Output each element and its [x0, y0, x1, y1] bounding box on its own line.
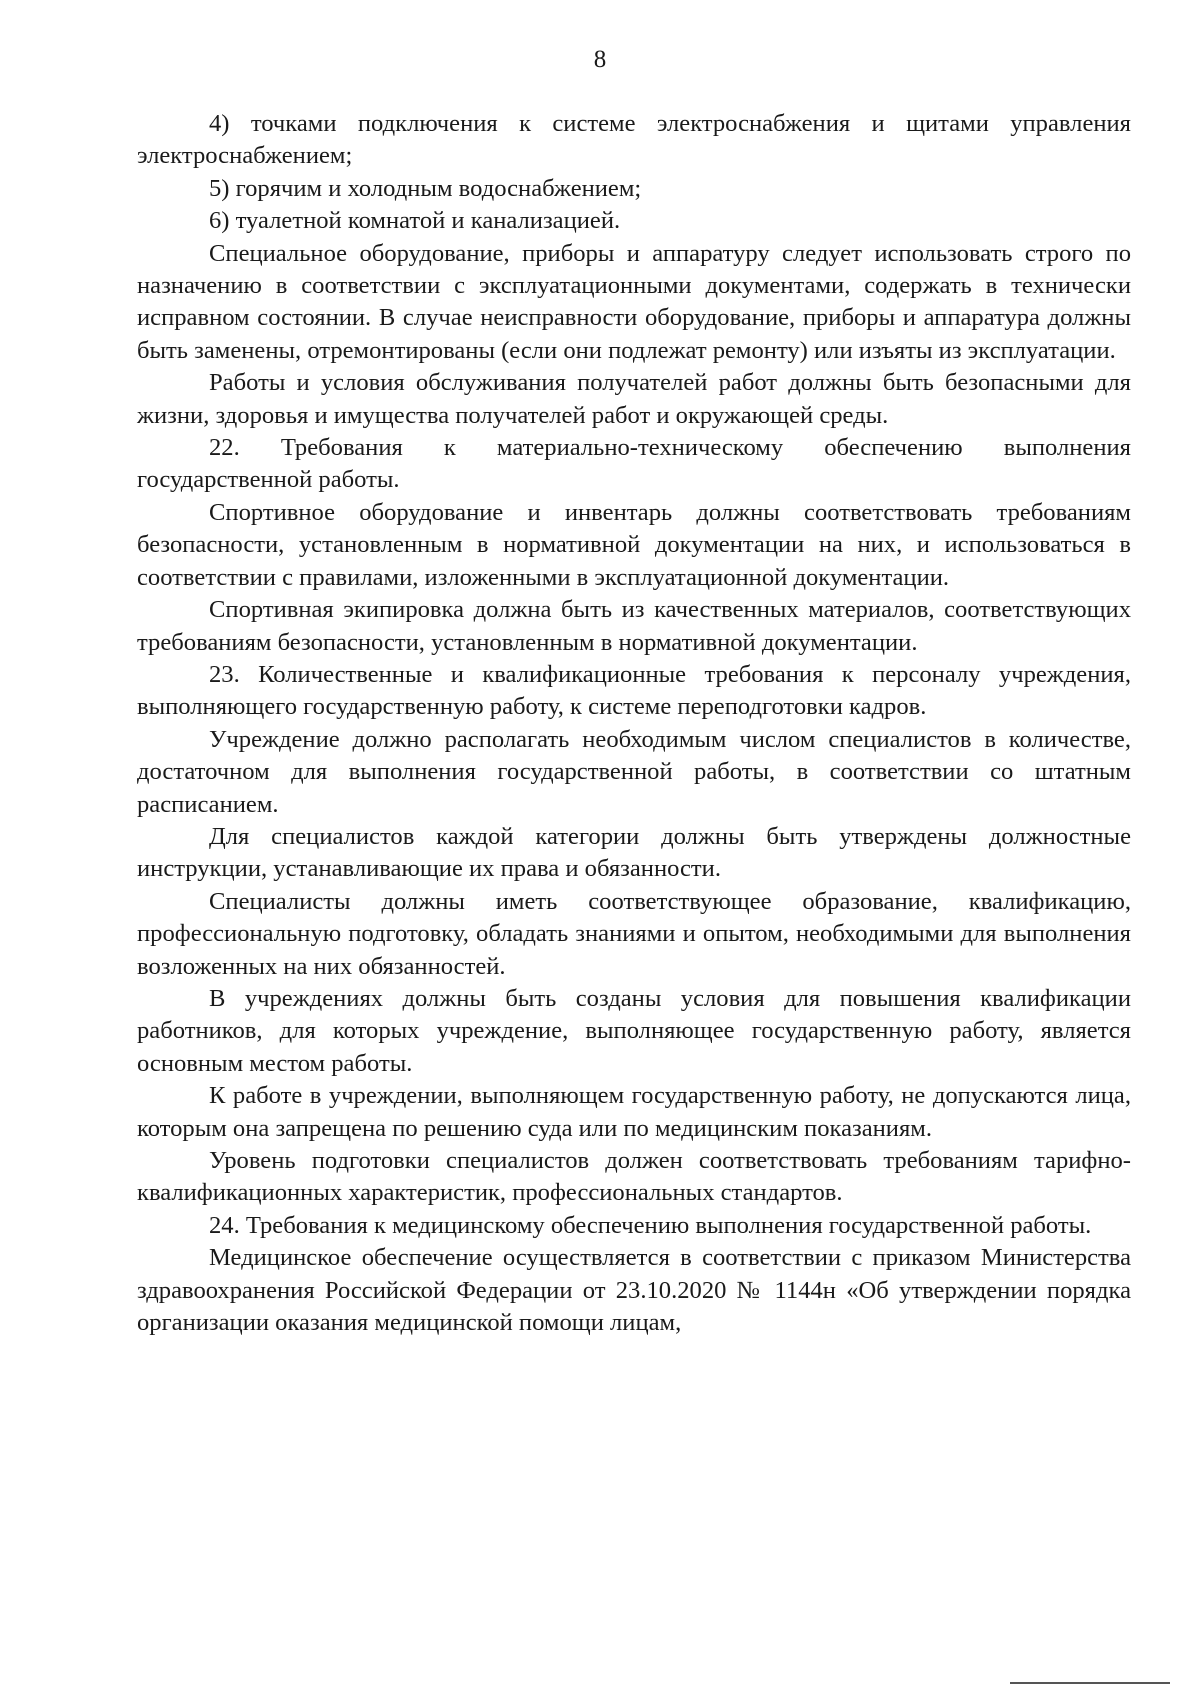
- paragraph-sports-outfit: Спортивная экипировка должна быть из качественных материалов, соответствующих требованиям безопасности, установленным в нормативной документации.: [137, 596, 1131, 656]
- paragraph-sports-equipment: Спортивное оборудование и инвентарь должны соответствовать требованиям безопасности, установленным в нормативной документации на них, и использоваться в соответствии с правилами, изложенными в эксплуатационной документации.: [137, 498, 1131, 591]
- paragraph-water-supply: 5) горячим и холодным водоснабжением;: [209, 174, 642, 202]
- paragraph-qualification-conditions: В учреждениях должны быть созданы условия для повышения квалификации работников, для которых учреждение, выполняющее государственную работу, является основным местом работы.: [137, 984, 1131, 1077]
- section-23-heading: 23. Количественные и квалификационные требования к персоналу учреждения, выполняющего государственную работу, к системе переподготовки кадров.: [137, 660, 1131, 721]
- page-number: 8: [593, 46, 607, 73]
- paragraph-specialist-education: Специалисты должны иметь соответствующее образование, квалификацию, профессиональную подготовку, обладать знаниями и опытом, необходимыми для выполнения возложенных на них обязанностей.: [137, 887, 1131, 980]
- paragraph-service-safety: Работы и условия обслуживания получателей работ должны быть безопасными для жизни, здоровья и имущества получателей работ и окружающей среды.: [137, 369, 1131, 429]
- paragraph-job-instructions: Для специалистов каждой категории должны быть утверждены должностные инструкции, устанавливающие их права и обязанности.: [137, 822, 1131, 883]
- paragraph-power-supply: 4) точками подключения к системе электроснабжения и щитами управления электроснабжением;: [137, 110, 1131, 170]
- section-22-heading: 22. Требования к материально-техническому обеспечению выполнения государственной работы.: [137, 434, 1131, 494]
- paragraph-special-equipment: Специальное оборудование, приборы и аппаратуру следует использовать строго по назначению в соответствии с эксплуатационными документами, содержать в технически исправном состоянии. В случае неисправности оборудование, приборы и аппаратура должны быть заменены, отремонтированы (если они подлежат ремонту) или изъяты из эксплуатации.: [137, 239, 1131, 364]
- paragraph-training-level: Уровень подготовки специалистов должен соответствовать требованиям тарифно-квалификационных характеристик, профессиональных стандартов.: [137, 1147, 1131, 1207]
- paragraph-medical-support: Медицинское обеспечение осуществляется в соответствии с приказом Министерства здравоохранения Российской Федерации от 23.10.2020 № 1144н «Об утверждении порядка организации оказания медицинской помощи лицам,: [137, 1244, 1131, 1337]
- document-body: [137, 108, 1131, 1339]
- paragraph-admission-restrictions: К работе в учреждении, выполняющем государственную работу, не допускаются лица, которым она запрещена по решению суда или по медицинским показаниям.: [137, 1082, 1131, 1142]
- section-24-heading: 24. Требования к медицинскому обеспечению выполнения государственной работы.: [209, 1211, 1092, 1239]
- footer-rule: [1010, 1682, 1170, 1684]
- paragraph-toilet-sewerage: 6) туалетной комнатой и канализацией.: [209, 207, 621, 235]
- paragraph-staff-number: Учреждение должно располагать необходимым числом специалистов в количестве, достаточном для выполнения государственной работы, в соответствии со штатным расписанием.: [137, 725, 1131, 818]
